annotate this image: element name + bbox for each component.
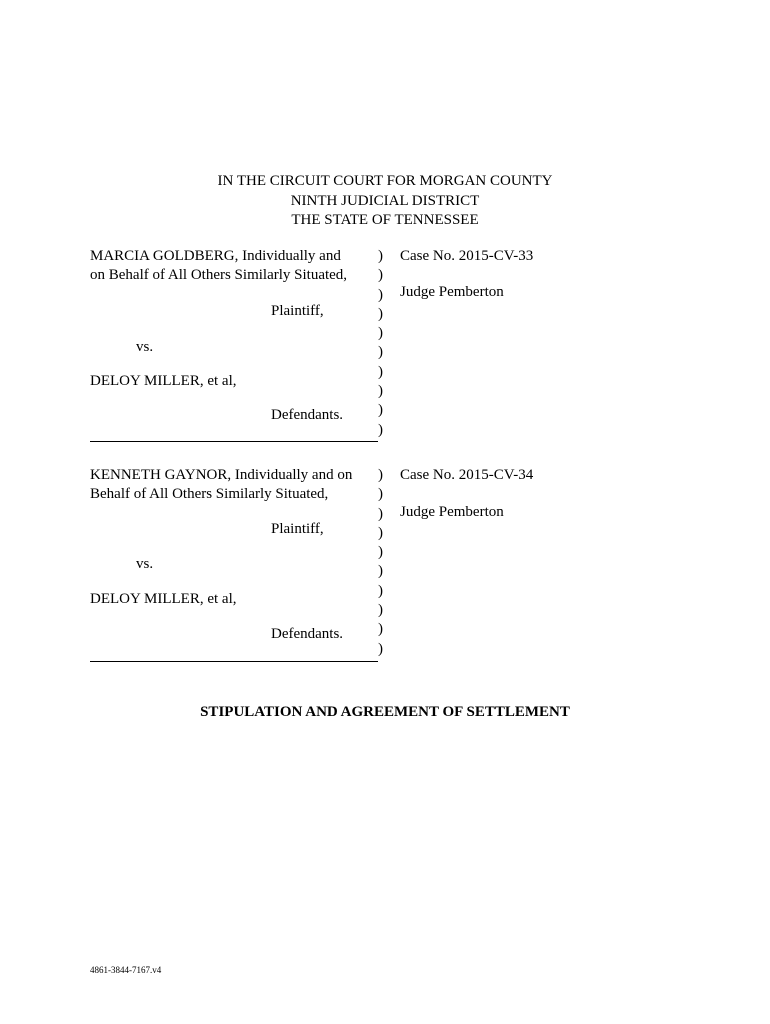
defendant-role: Defendants. [271, 626, 344, 642]
case-number: Case No. 2015-CV-34 [400, 467, 534, 483]
caption-parentheses: ) ) ) ) ) ) ) ) ) ) [378, 467, 383, 657]
plaintiff-role: Plaintiff, [271, 521, 324, 537]
plaintiff-name-line-2: on Behalf of All Others Similarly Situated, [90, 267, 348, 283]
plaintiff-role: Plaintiff, [271, 303, 324, 319]
caption-rule [90, 441, 378, 442]
state-name: THE STATE OF TENNESSEE [291, 212, 479, 228]
versus-label: vs. [136, 339, 154, 355]
caption-parentheses: ) ) ) ) ) ) ) ) ) ) [378, 248, 383, 438]
plaintiff-name-line-1: MARCIA GOLDBERG, Individually and [90, 248, 341, 264]
judicial-district: NINTH JUDICIAL DISTRICT [290, 192, 480, 209]
document-id: 4861-3844-7167.v4 [90, 965, 162, 975]
judge-name: Judge Pemberton [400, 284, 504, 300]
document-title: STIPULATION AND AGREEMENT OF SETTLEMENT [200, 704, 570, 720]
caption-rule [90, 661, 378, 662]
court-header [0, 172, 770, 231]
plaintiff-name-line-2: Behalf of All Others Similarly Situated, [90, 486, 329, 502]
case-caption-2 [90, 466, 650, 666]
judge-name: Judge Pemberton [400, 504, 504, 520]
defendant-name: DELOY MILLER, et al, [90, 591, 237, 607]
plaintiff-name-line-1: KENNETH GAYNOR, Individually and on [90, 467, 353, 483]
court-name: IN THE CIRCUIT COURT FOR MORGAN COUNTY [217, 173, 553, 189]
versus-label: vs. [136, 556, 154, 572]
case-number: Case No. 2015-CV-33 [400, 248, 534, 264]
defendant-name: DELOY MILLER, et al, [90, 373, 237, 389]
defendant-role: Defendants. [271, 407, 344, 423]
case-caption-1 [90, 247, 650, 447]
